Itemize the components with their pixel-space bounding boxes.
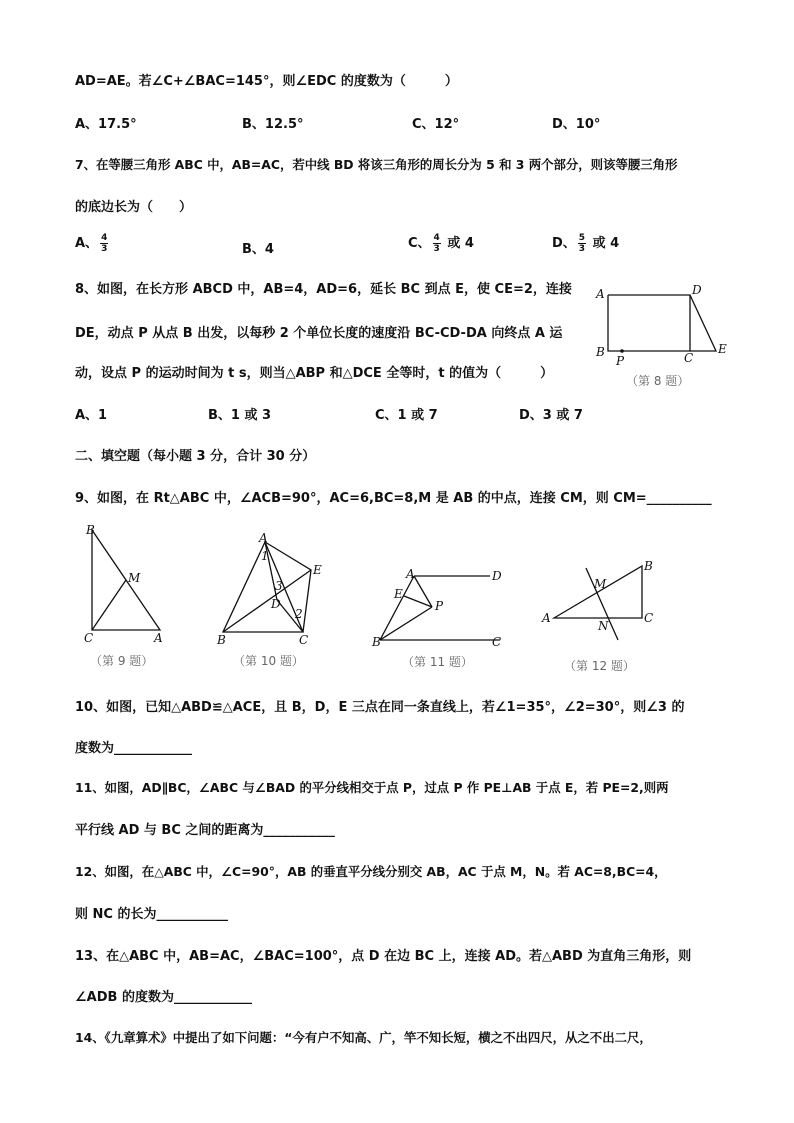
label-d: D xyxy=(692,283,702,297)
label-c: C xyxy=(299,633,309,647)
segment-cm xyxy=(92,580,126,630)
q6-option-c: C、12° xyxy=(412,117,460,132)
frac-denominator: 3 xyxy=(433,244,440,254)
figure-10 xyxy=(215,530,335,680)
q7-option-c-prefix: C、 xyxy=(408,236,431,251)
label-b: B xyxy=(644,559,653,573)
segment-ae-ec xyxy=(265,542,311,632)
label-p: P xyxy=(435,599,444,613)
q11-stem-line2: 平行线 AD 与 BC 之间的距离为___________ xyxy=(75,823,335,838)
label-d: D xyxy=(492,569,502,583)
segment-de-ce xyxy=(690,295,716,351)
label-p: P xyxy=(616,354,625,368)
figure-12-caption: （第 12 题） xyxy=(564,659,635,673)
q7-option-a xyxy=(75,232,110,254)
q7-stem-line1: 7、在等腰三角形 ABC 中，AB=AC，若中线 BD 将该三角形的周长分为 5 和 3 两个部分，则该等腰三角形 xyxy=(75,157,678,172)
figure-10-caption: （第 10 题） xyxy=(233,654,304,668)
label-a: A xyxy=(154,631,163,645)
q7-option-a-fraction xyxy=(100,233,108,254)
q6-option-a: A、17.5° xyxy=(75,117,137,132)
q7-option-d xyxy=(552,232,619,254)
q6-option-b: B、12.5° xyxy=(242,117,304,132)
frac-numerator: 4 xyxy=(433,233,440,243)
label-a: A xyxy=(406,567,415,581)
q8-option-b: B、1 或 3 xyxy=(208,408,272,423)
q8-stem-line3: 动，设点 P 的运动时间为 t s，则当△ABP 和△DCE 全等时，t 的值为（ ） xyxy=(75,366,554,381)
q8-option-d: D、3 或 7 xyxy=(519,408,583,423)
segment-ab xyxy=(380,576,414,640)
label-a: A xyxy=(259,531,268,545)
q7-stem-line2: 的底边长为（ ） xyxy=(75,200,193,215)
q8-stem-line2: DE，动点 P 从点 B 出发，以每秒 2 个单位长度的速度沿 BC-CD-DA 向终点 A 运 xyxy=(75,326,563,341)
segment-pe xyxy=(404,596,432,607)
q7-option-d-prefix: D、 xyxy=(552,236,576,251)
frac-denominator: 3 xyxy=(578,244,586,254)
q9-stem: 9、如图，在 Rt△ABC 中，∠ACB=90°，AC=6,BC=8,M 是 AB 的中点，连接 CM，则 CM=__________ xyxy=(75,491,712,506)
figure-8 xyxy=(594,282,734,392)
label-b: B xyxy=(372,635,381,649)
figure-9-caption: （第 9 题） xyxy=(90,654,154,668)
label-e: E xyxy=(313,563,322,577)
q13-stem-line2: ∠ADB 的度数为____________ xyxy=(75,990,252,1005)
label-d: D xyxy=(271,597,281,611)
q7-option-b: B、4 xyxy=(242,242,274,257)
label-e: E xyxy=(718,342,727,356)
q12-stem-line2: 则 NC 的长为___________ xyxy=(75,907,228,922)
q11-stem-line1: 11、如图，AD∥BC，∠ABC 与∠BAD 的平分线相交于点 P，过点 P 作 PE⊥AB 于点 E，若 PE=2,则两 xyxy=(75,780,669,795)
point-p xyxy=(620,349,624,353)
label-b: B xyxy=(217,633,226,647)
q12-stem-line1: 12、如图，在△ABC 中，∠C=90°，AB 的垂直平分线分别交 AB，AC 于点 M，N。若 AC=8,BC=4， xyxy=(75,864,667,879)
label-b: B xyxy=(86,523,95,537)
q8-option-c: C、1 或 7 xyxy=(375,408,438,423)
q6-option-d: D、10° xyxy=(552,117,601,132)
frac-numerator: 4 xyxy=(101,233,108,243)
segment-be xyxy=(223,570,311,632)
q7-option-a-prefix: A、 xyxy=(75,236,99,251)
q13-stem-line1: 13、在△ABC 中，AB=AC，∠BAC=100°，点 D 在边 BC 上，连接 AD。若△ABD 为直角三角形，则 xyxy=(75,949,692,964)
figure-12 xyxy=(538,556,678,706)
q7-option-d-suffix: 或 4 xyxy=(592,236,620,251)
q8-option-a: A、1 xyxy=(75,408,108,423)
label-m: M xyxy=(594,577,607,591)
section-2-heading: 二、填空题（每小题 3 分，合计 30 分） xyxy=(75,449,316,464)
label-angle-1: 1 xyxy=(261,549,269,563)
label-m: M xyxy=(128,571,141,585)
q10-stem-line2: 度数为____________ xyxy=(75,741,193,756)
figure-8-caption: （第 8 题） xyxy=(626,374,690,388)
label-e: E xyxy=(394,587,403,601)
figure-11 xyxy=(372,562,512,712)
segment-ap xyxy=(414,576,432,607)
label-c: C xyxy=(84,631,94,645)
label-angle-3: 3 xyxy=(275,579,283,593)
q7-option-c-suffix: 或 4 xyxy=(447,236,474,251)
frac-denominator: 3 xyxy=(101,244,108,254)
triangle-abc xyxy=(554,566,642,618)
label-n: N xyxy=(598,619,609,633)
q7-option-d-fraction xyxy=(578,233,586,254)
q7-option-c-fraction xyxy=(433,233,441,254)
label-c: C xyxy=(684,351,694,365)
q14-stem-line1: 14、《九章算术》中提出了如下问题：“今有户不知高、广，竿不知长短，横之不出四尺，从之不出二尺， xyxy=(75,1030,652,1045)
segment-bp xyxy=(380,607,432,640)
label-c: C xyxy=(644,611,654,625)
label-b: B xyxy=(596,345,605,359)
figure-11-caption: （第 11 题） xyxy=(402,655,473,669)
q7-option-c xyxy=(408,232,474,254)
figure-9 xyxy=(80,522,190,672)
label-a: A xyxy=(596,287,605,301)
frac-numerator: 5 xyxy=(578,233,586,243)
q8-stem-line1: 8、如图，在长方形 ABCD 中，AB=4，AD=6，延长 BC 到点 E，使 CE=2，连接 xyxy=(75,282,572,297)
label-angle-2: 2 xyxy=(295,607,303,621)
q10-stem-line1: 10、如图，已知△ABD≌△ACE，且 B，D，E 三点在同一条直线上，若∠1=35°，∠2=30°，则∠3 的 xyxy=(75,700,685,715)
label-a: A xyxy=(542,611,551,625)
q6-stem: AD=AE。若∠C+∠BAC=145°，则∠EDC 的度数为（ ） xyxy=(75,74,458,89)
rectangle-abcd xyxy=(608,295,690,351)
label-c: C xyxy=(492,635,502,649)
